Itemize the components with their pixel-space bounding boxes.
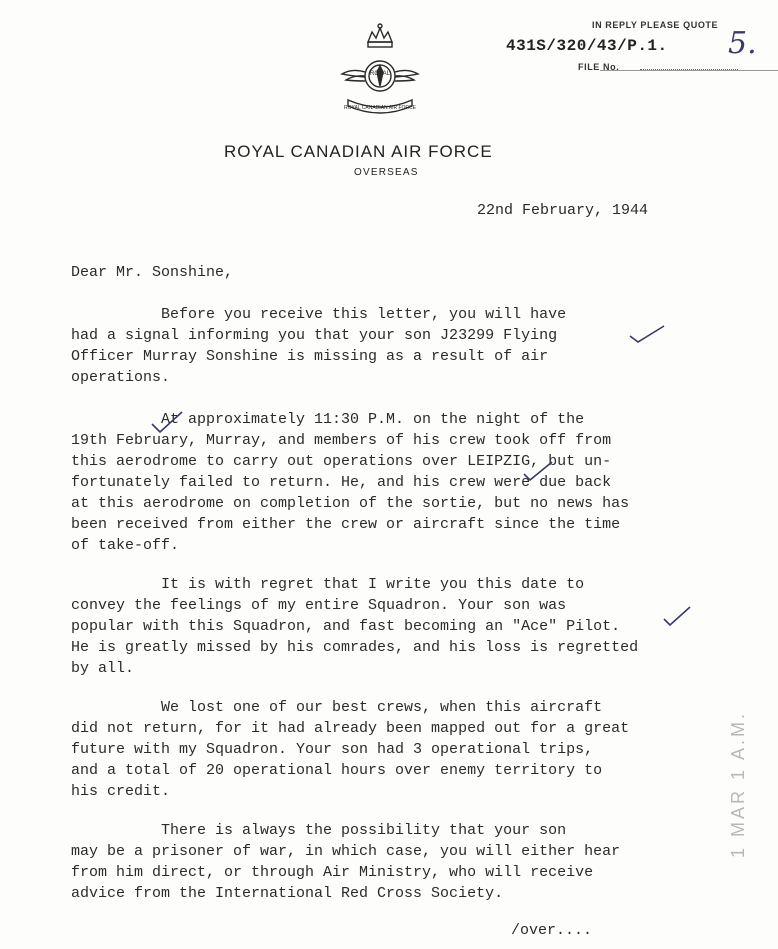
crest-top-text: ROYAL <box>370 71 390 77</box>
reference-number: 431S/320/43/P.1. <box>506 37 668 55</box>
paragraph-5: There is always the possibility that your son may be a prisoner of war, in which case, you will either hear from him direct, or through Air Ministry, who will receive advice from the International Red Cross Society. <box>71 822 621 902</box>
paragraph-1: Before you receive this letter, you will have had a signal informing you that your son J23299 Flying Officer Murray Sonshine is missing as a result of air operations. <box>71 306 567 386</box>
organization-name: ROYAL CANADIAN AIR FORCE <box>224 142 493 161</box>
continuation-note: /over.... <box>511 922 593 939</box>
salutation: Dear Mr. Sonshine, <box>71 264 234 281</box>
reply-caption: IN REPLY PLEASE QUOTE <box>592 20 719 30</box>
check-mark-icon <box>628 322 668 346</box>
handwritten-mark: 5. <box>728 26 757 61</box>
check-mark-icon <box>522 460 562 484</box>
file-number-label: FILE No. <box>578 62 620 72</box>
crest-ring-text: ROYAL CANADIAN AIR FORCE <box>344 105 416 111</box>
check-mark-icon <box>662 605 702 629</box>
organization-subtitle: OVERSEAS <box>354 167 419 178</box>
paragraph-3: It is with regret that I write you this date to convey the feelings of my entire Squadron. Your son was popular with this Squadron, and fast becoming an "Ace" Pilot. He is greatly missed by his comrades, and his loss is regretted by all. <box>71 576 639 677</box>
fold-line <box>600 70 778 71</box>
received-stamp: 1 MAR 1 A.M. <box>728 710 748 858</box>
paragraph-2: At approximately 11:30 P.M. on the night of the 19th February, Murray, and members of his crew took off from this aerodrome to carry out operations over LEIPZIG, but un- fortunately failed to return. He, and his crew were due back at this aerodrome on completion of the sortie, but no news has been received from either the crew or aircraft since the time of take-off. <box>71 411 630 554</box>
letter-date: 22nd February, 1944 <box>477 202 649 219</box>
paragraph-4: We lost one of our best crews, when this aircraft did not return, for it had already been mapped out for a great future with my Squadron. Your son had 3 operational trips, and a total of 20 operational hours over enemy territory to his credit. <box>71 699 630 800</box>
check-mark-icon <box>150 410 190 434</box>
rcaf-crest-icon <box>330 20 430 120</box>
